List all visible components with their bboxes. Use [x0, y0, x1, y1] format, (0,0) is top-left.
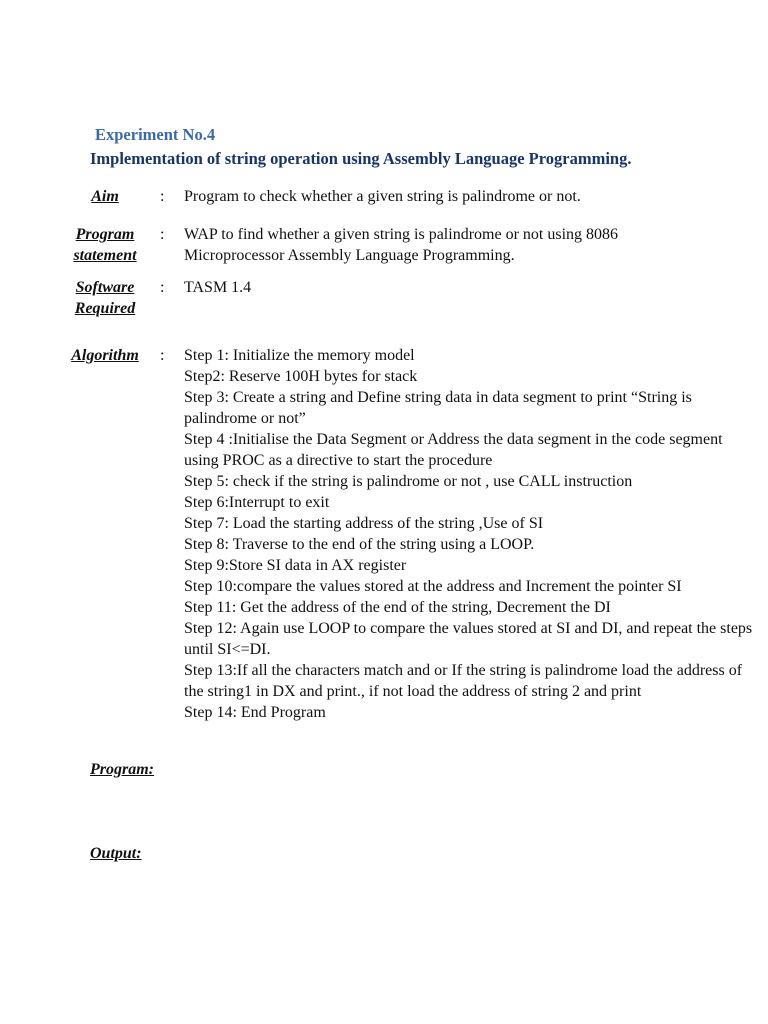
algorithm-step: Step 1: Initialize the memory model	[184, 347, 415, 364]
software-label-line1: Software	[75, 279, 135, 296]
software-colon: :	[160, 279, 165, 296]
algorithm-step: Step 14: End Program	[184, 704, 326, 721]
program-statement-label-line1: Program	[75, 226, 135, 243]
program-statement-colon: :	[160, 226, 165, 243]
algorithm-step: Step 13:If all the characters match and or If the string is palindrome load the address of the string1 in DX and print., if not load the address of string 2 and print	[184, 662, 743, 700]
aim-text: Program to check whether a given string is palindrome or not.	[184, 188, 581, 205]
algorithm-step: Step2: Reserve 100H bytes for stack	[184, 368, 418, 385]
program-statement-label-line2: statement	[73, 247, 137, 264]
aim-colon: :	[160, 188, 165, 205]
software-label-line2: Required	[74, 300, 136, 317]
algorithm-label: Algorithm	[71, 347, 139, 364]
experiment-title: Implementation of string operation using Assembly Language Programming.	[90, 149, 632, 168]
algorithm-colon: :	[160, 347, 165, 364]
algorithm-step: Step 12: Again use LOOP to compare the values stored at SI and DI, and repeat the steps until SI<=DI.	[184, 620, 753, 658]
software-label	[30, 277, 180, 319]
program-statement-line2: Microprocessor Assembly Language Programming.	[184, 247, 515, 264]
program-heading: Program:	[90, 761, 154, 778]
algorithm-step: Step 10:compare the values stored at the address and Increment the pointer SI	[184, 578, 682, 595]
program-statement-line1: WAP to find whether a given string is palindrome or not using 8086	[184, 226, 619, 243]
algorithm-step: Step 4 :Initialise the Data Segment or Address the data segment in the code segment using PROC as a directive to start the procedure	[184, 431, 723, 469]
algorithm-step: Step 3: Create a string and Define string data in data segment to print “String is palindrome or not”	[184, 389, 692, 427]
output-heading: Output:	[90, 845, 142, 862]
algorithm-steps	[184, 345, 754, 723]
algorithm-step: Step 8: Traverse to the end of the string using a LOOP.	[184, 536, 535, 553]
experiment-number: Experiment No.4	[95, 125, 216, 144]
algorithm-step: Step 5: check if the string is palindrome or not , use CALL instruction	[184, 473, 633, 490]
algorithm-step: Step 7: Load the starting address of the string ,Use of SI	[184, 515, 544, 532]
algorithm-step: Step 6:Interrupt to exit	[184, 494, 330, 511]
aim-label: Aim	[91, 188, 119, 205]
algorithm-step: Step 11: Get the address of the end of the string, Decrement the DI	[184, 599, 611, 616]
software-text: TASM 1.4	[184, 279, 252, 296]
program-statement-text	[184, 224, 754, 266]
program-statement-label	[30, 224, 180, 266]
algorithm-step: Step 9:Store SI data in AX register	[184, 557, 407, 574]
